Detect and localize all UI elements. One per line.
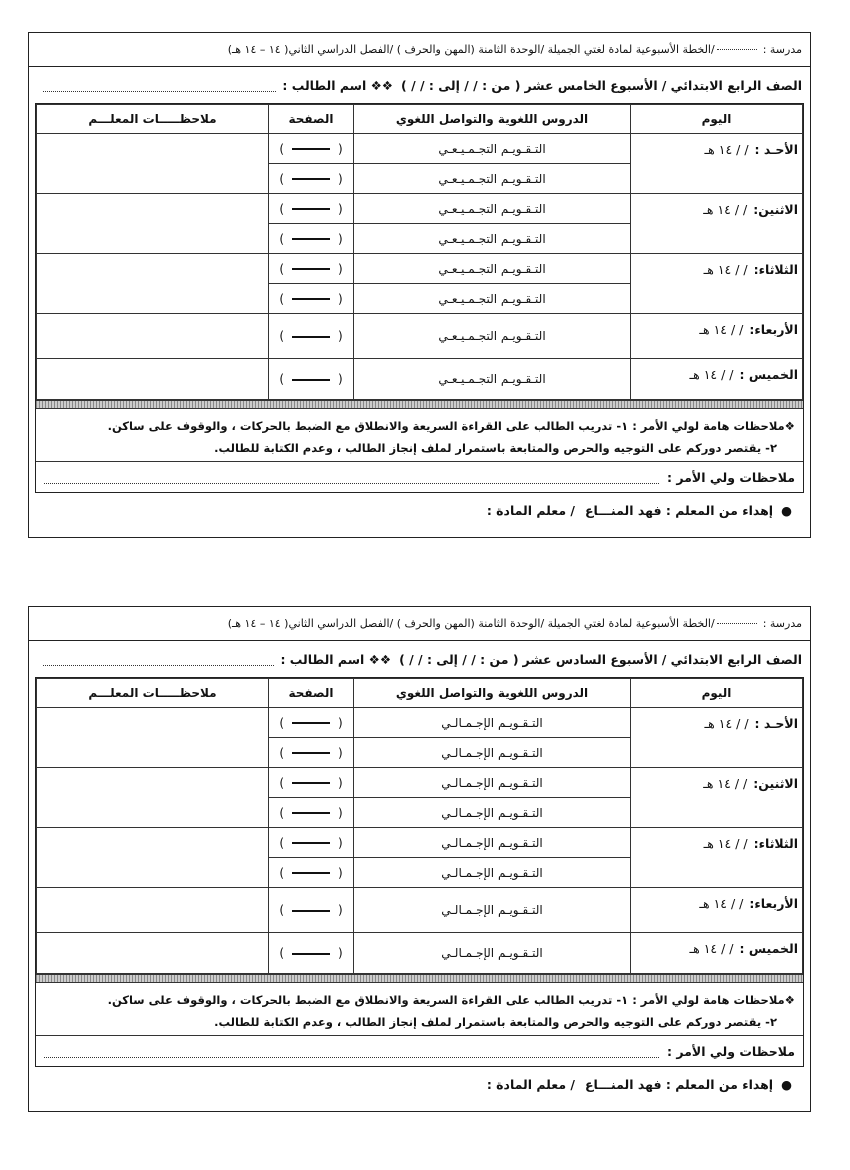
col-lessons: الدروس اللغوية والتواصل اللغوي (354, 105, 631, 134)
date-field: / / ١٤ هـ (703, 262, 748, 277)
lesson-cell: التـقـويـم التجـمـيـعـي (354, 359, 631, 400)
subject-teacher: / معلم المادة : (486, 1076, 575, 1092)
paren-close: ) (279, 329, 284, 343)
day-cell (631, 708, 803, 768)
week-row (29, 67, 810, 103)
page-cell[interactable] (269, 254, 354, 284)
page-cell[interactable] (269, 708, 354, 738)
weekly-plan-1 (28, 32, 811, 538)
school-dots (717, 623, 757, 624)
paren-open: ( (338, 261, 343, 276)
page-blank (292, 298, 330, 300)
page-cell[interactable] (269, 798, 354, 828)
teacher-notes-cell[interactable] (37, 254, 269, 314)
day-name: الاثنين: (753, 202, 798, 217)
plan-table-box (35, 103, 804, 493)
bullet-icon: ● (781, 1076, 792, 1092)
table-header-row (37, 105, 803, 134)
paren-close: ) (279, 171, 284, 186)
plan-footer (29, 1067, 810, 1101)
teacher-notes-cell[interactable] (37, 768, 269, 828)
page-cell[interactable] (269, 134, 354, 164)
lesson-cell: التـقـويـم التجـمـيـعـي (354, 254, 631, 284)
plan-title: /الخطة الأسبوعية لمادة لغتي الجميلة /الوحدة الثامنة (المهن والحرف ) /الفصل الدراسي الثاني( ١٤ – ١٤ هـ) (227, 43, 715, 56)
paren-open: ( (338, 745, 343, 760)
day-name: الاثنين: (753, 776, 798, 791)
page-cell[interactable] (269, 284, 354, 314)
guardian-notes-row (36, 461, 803, 492)
table-row (37, 134, 803, 164)
day-name: الخميس : (739, 941, 798, 956)
guardian-notes-label: ملاحظات ولي الأمر : (667, 469, 795, 485)
date-field: / / ١٤ هـ (699, 896, 744, 911)
lesson-cell: التـقـويـم الإجـمـالـي (354, 768, 631, 798)
paren-open: ( (338, 329, 343, 343)
page-blank (292, 178, 330, 180)
plan-header (29, 33, 810, 67)
paren-close: ) (279, 946, 284, 960)
guardian-notes-field[interactable] (44, 471, 659, 484)
guardian-notes-heading: ❖ملاحظات هامة لولي الأمر : (632, 419, 795, 433)
page-cell[interactable] (269, 224, 354, 254)
table-row (37, 768, 803, 798)
page-cell[interactable] (269, 164, 354, 194)
col-lessons: الدروس اللغوية والتواصل اللغوي (354, 679, 631, 708)
date-field: / / ١٤ هـ (703, 836, 748, 851)
paren-close: ) (279, 865, 284, 880)
day-name: الأحـد : (754, 716, 798, 731)
plan-title: /الخطة الأسبوعية لمادة لغتي الجميلة /الوحدة الثامنة (المهن والحرف ) /الفصل الدراسي الثاني( ١٤ – ١٤ هـ) (227, 617, 715, 630)
day-cell (631, 254, 803, 314)
dedication: إهداء من المعلم : فهد المنـــاع (584, 502, 774, 518)
week-label: الأسبوع الخامس عشر (524, 77, 658, 93)
paren-open: ( (338, 201, 343, 216)
day-cell (631, 768, 803, 828)
teacher-notes-cell[interactable] (37, 194, 269, 254)
page-cell[interactable] (269, 194, 354, 224)
lesson-cell: التـقـويـم الإجـمـالـي (354, 798, 631, 828)
day-cell (631, 933, 803, 974)
date-field: / / ١٤ هـ (704, 142, 749, 157)
paren-open: ( (338, 141, 343, 156)
teacher-notes-cell[interactable] (37, 708, 269, 768)
paren-close: ) (279, 745, 284, 760)
page-blank (292, 379, 330, 381)
page-blank (292, 722, 330, 724)
paren-open: ( (338, 805, 343, 820)
guardian-notes (36, 409, 803, 461)
page-cell[interactable] (269, 888, 354, 933)
plan-footer (29, 493, 810, 527)
paren-close: ) (279, 231, 284, 246)
lesson-cell: التـقـويـم التجـمـيـعـي (354, 164, 631, 194)
week-label: الأسبوع السادس عشر (522, 651, 658, 667)
date-field: / / ١٤ هـ (704, 716, 749, 731)
col-page: الصفحة (269, 679, 354, 708)
page-blank (292, 953, 330, 955)
paren-open: ( (338, 865, 343, 880)
page-blank (292, 268, 330, 270)
day-cell (631, 888, 803, 933)
day-cell (631, 359, 803, 400)
day-name: الأحـد : (754, 142, 798, 157)
paren-open: ( (338, 775, 343, 790)
guardian-notes-label: ملاحظات ولي الأمر : (667, 1043, 795, 1059)
paren-open: ( (338, 372, 343, 386)
paren-open: ( (338, 171, 343, 186)
student-name-field[interactable] (43, 79, 276, 92)
teacher-notes-cell[interactable] (37, 888, 269, 933)
paren-open: ( (338, 231, 343, 246)
table-row (37, 194, 803, 224)
paren-close: ) (279, 201, 284, 216)
student-name-field[interactable] (43, 653, 274, 666)
paren-open: ( (338, 715, 343, 730)
page-blank (292, 842, 330, 844)
from-to: ( من : / / إلى : / / ) (401, 77, 521, 93)
day-name: الخميس : (739, 367, 798, 382)
guardian-notes (36, 983, 803, 1035)
note-1: ١- تدريب الطالب على القراءة السريعة والانطلاق مع الضبط بالحركات ، والوقوف على ساكن. (107, 993, 629, 1007)
paren-open: ( (338, 291, 343, 306)
teacher-notes-cell[interactable] (37, 134, 269, 194)
date-field: / / ١٤ هـ (703, 776, 748, 791)
subject-teacher: / معلم المادة : (486, 502, 575, 518)
paren-close: ) (279, 715, 284, 730)
plan-header (29, 607, 810, 641)
teacher-notes-cell[interactable] (37, 828, 269, 888)
paren-close: ) (279, 835, 284, 850)
day-cell (631, 314, 803, 359)
school-label: مدرسة : (762, 43, 802, 56)
school-label: مدرسة : (762, 617, 802, 630)
teacher-notes-cell[interactable] (37, 933, 269, 974)
table-row (37, 359, 803, 400)
paren-close: ) (279, 903, 284, 917)
date-field: / / ١٤ هـ (703, 202, 748, 217)
dedication: إهداء من المعلم : فهد المنـــاع (584, 1076, 774, 1092)
lesson-cell: التـقـويـم الإجـمـالـي (354, 708, 631, 738)
plan-table (36, 678, 803, 974)
date-field: / / ١٤ هـ (699, 322, 744, 337)
paren-open: ( (338, 946, 343, 960)
school-dots (717, 49, 757, 50)
page-blank (292, 812, 330, 814)
table-header-row (37, 679, 803, 708)
page-blank (292, 752, 330, 754)
paren-close: ) (279, 372, 284, 386)
date-field: / / ١٤ هـ (689, 367, 734, 382)
divider-bar (36, 974, 803, 983)
page-blank (292, 208, 330, 210)
paren-close: ) (279, 141, 284, 156)
note-2: ٢- يقتصر دوركم على التوجيه والحرص والمتابعة باستمرار لملف إنجاز الطالب ، وعدم الكتابة للطالب. (214, 441, 777, 455)
guardian-notes-field[interactable] (44, 1045, 659, 1058)
table-row (37, 254, 803, 284)
lesson-cell: التـقـويـم الإجـمـالـي (354, 738, 631, 768)
day-cell (631, 828, 803, 888)
day-cell (631, 134, 803, 194)
page-cell[interactable] (269, 828, 354, 858)
day-name: الثلاثاء: (753, 836, 798, 851)
paren-close: ) (279, 261, 284, 276)
paren-close: ) (279, 291, 284, 306)
bullet-icon: ● (781, 502, 792, 518)
paren-open: ( (338, 903, 343, 917)
page-cell[interactable] (269, 933, 354, 974)
guardian-notes-row (36, 1035, 803, 1066)
col-page: الصفحة (269, 105, 354, 134)
page-cell[interactable] (269, 314, 354, 359)
grade-label: الصف الرابع الابتدائي / (661, 77, 802, 93)
note-2: ٢- يقتصر دوركم على التوجيه والحرص والمتابعة باستمرار لملف إنجاز الطالب ، وعدم الكتابة للطالب. (214, 1015, 777, 1029)
table-row (37, 708, 803, 738)
col-notes: ملاحظـــــات المعلـــم (37, 679, 269, 708)
date-field: / / ١٤ هـ (689, 941, 734, 956)
lesson-cell: التـقـويـم التجـمـيـعـي (354, 134, 631, 164)
lesson-cell: التـقـويـم التجـمـيـعـي (354, 284, 631, 314)
page-blank (292, 148, 330, 150)
lesson-cell: التـقـويـم التجـمـيـعـي (354, 194, 631, 224)
plan-table-box (35, 677, 804, 1067)
page-blank (292, 910, 330, 912)
page-blank (292, 238, 330, 240)
from-to: ( من : / / إلى : / / ) (399, 651, 519, 667)
note-1: ١- تدريب الطالب على القراءة السريعة والانطلاق مع الضبط بالحركات ، والوقوف على ساكن. (107, 419, 629, 433)
page-blank (292, 782, 330, 784)
divider-bar (36, 400, 803, 409)
lesson-cell: التـقـويـم الإجـمـالـي (354, 828, 631, 858)
student-name-label: ❖❖ اسم الطالب : (282, 77, 394, 93)
paren-close: ) (279, 775, 284, 790)
teacher-notes-cell[interactable] (37, 359, 269, 400)
teacher-notes-cell[interactable] (37, 314, 269, 359)
lesson-cell: التـقـويـم الإجـمـالـي (354, 888, 631, 933)
guardian-notes-heading: ❖ملاحظات هامة لولي الأمر : (632, 993, 795, 1007)
page-cell[interactable] (269, 858, 354, 888)
grade-label: الصف الرابع الابتدائي / (661, 651, 802, 667)
day-name: الأربعاء: (749, 896, 798, 911)
table-row (37, 314, 803, 359)
lesson-cell: التـقـويـم الإجـمـالـي (354, 933, 631, 974)
col-day: اليوم (631, 679, 803, 708)
table-row (37, 933, 803, 974)
day-name: الثلاثاء: (753, 262, 798, 277)
day-name: الأربعاء: (749, 322, 798, 337)
day-cell (631, 194, 803, 254)
page-blank (292, 872, 330, 874)
plan-table (36, 104, 803, 400)
lesson-cell: التـقـويـم الإجـمـالـي (354, 858, 631, 888)
page-blank (292, 336, 330, 338)
col-day: اليوم (631, 105, 803, 134)
col-notes: ملاحظـــــات المعلـــم (37, 105, 269, 134)
page-cell[interactable] (269, 359, 354, 400)
paren-close: ) (279, 805, 284, 820)
table-row (37, 828, 803, 858)
page-cell[interactable] (269, 738, 354, 768)
paren-open: ( (338, 835, 343, 850)
page-cell[interactable] (269, 768, 354, 798)
lesson-cell: التـقـويـم التجـمـيـعـي (354, 224, 631, 254)
student-name-label: ❖❖ اسم الطالب : (280, 651, 392, 667)
weekly-plan-2 (28, 606, 811, 1112)
lesson-cell: التـقـويـم التجـمـيـعـي (354, 314, 631, 359)
week-row (29, 641, 810, 677)
table-row (37, 888, 803, 933)
